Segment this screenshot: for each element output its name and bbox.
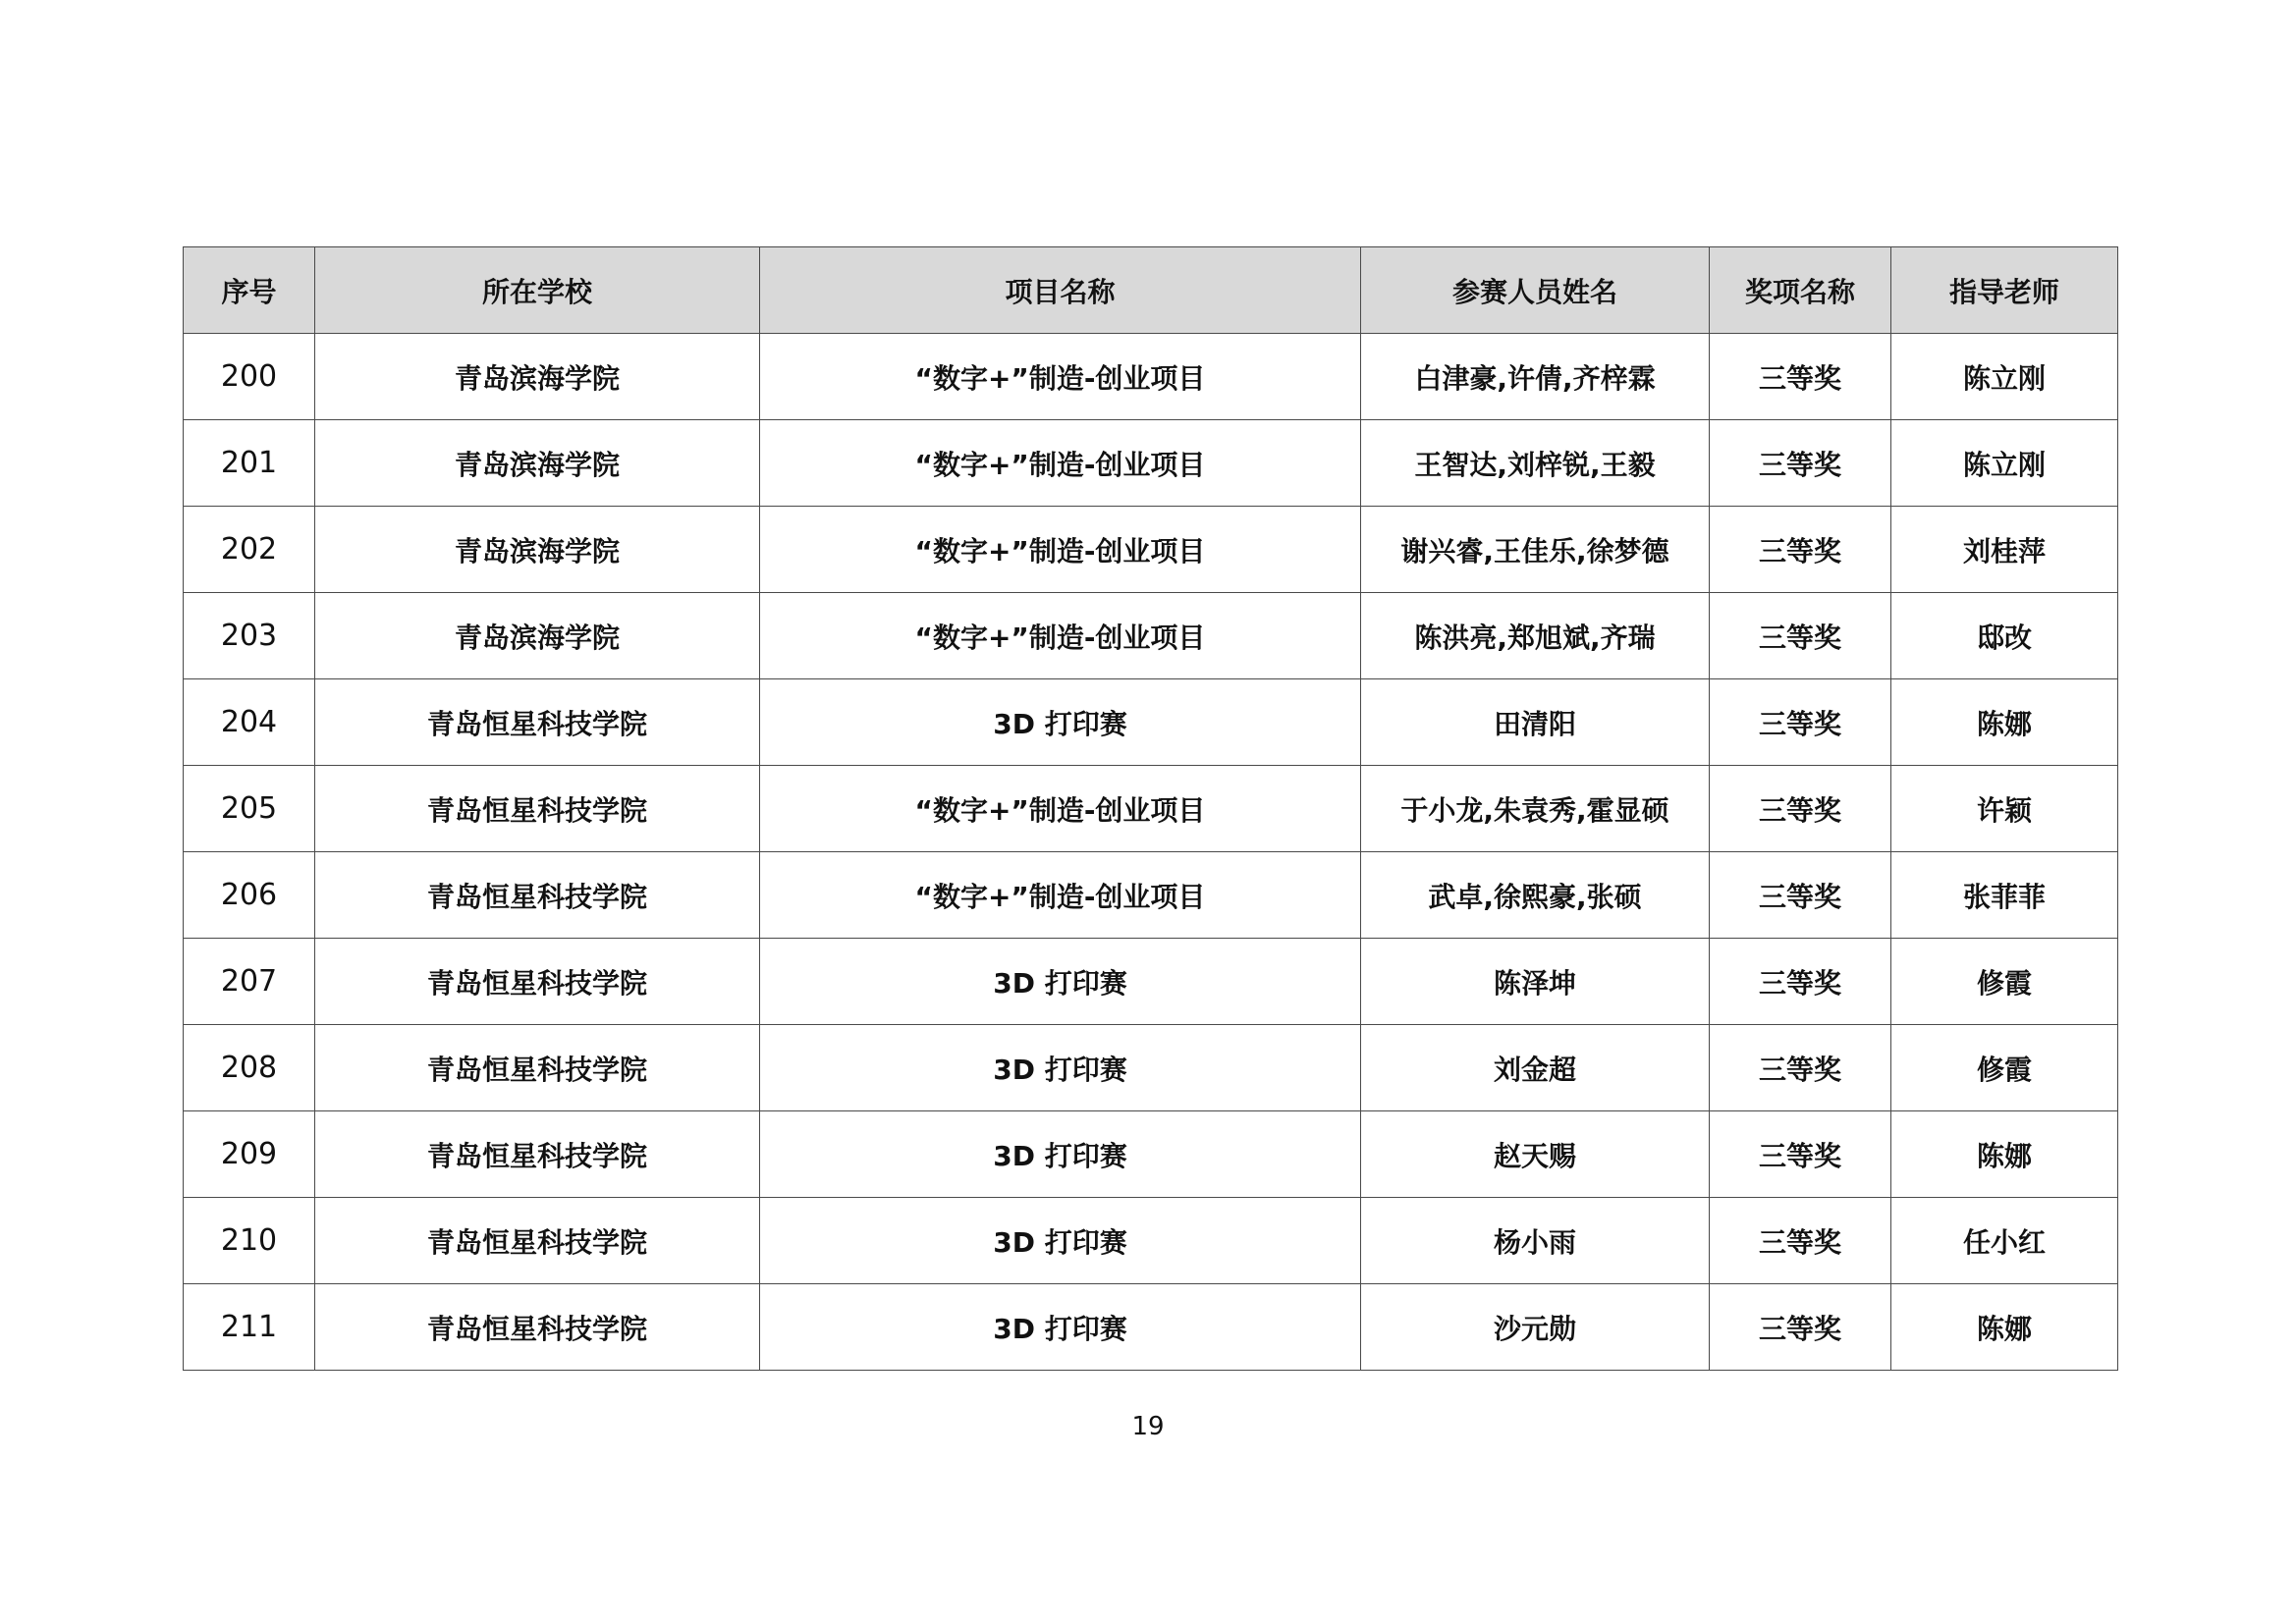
header-project-name: 项目名称 <box>760 247 1361 334</box>
school-cell: 青岛滨海学院 <box>315 593 760 679</box>
advisor-cell: 修霞 <box>1891 939 2118 1025</box>
participants-cell: 赵天赐 <box>1361 1111 1710 1198</box>
serial-number-cell: 207 <box>184 939 315 1025</box>
award-cell: 三等奖 <box>1710 1198 1891 1284</box>
advisor-cell: 张菲菲 <box>1891 852 2118 939</box>
advisor-cell: 陈立刚 <box>1891 420 2118 507</box>
participants-cell: 杨小雨 <box>1361 1198 1710 1284</box>
table-row <box>184 1198 2118 1284</box>
serial-number-cell: 210 <box>184 1198 315 1284</box>
header-award: 奖项名称 <box>1710 247 1891 334</box>
project-name-cell: 3D 打印赛 <box>760 1198 1361 1284</box>
advisor-cell: 许颖 <box>1891 766 2118 852</box>
serial-number-cell: 206 <box>184 852 315 939</box>
table-row <box>184 334 2118 420</box>
table-row <box>184 1284 2118 1371</box>
participants-cell: 陈泽坤 <box>1361 939 1710 1025</box>
award-cell: 三等奖 <box>1710 334 1891 420</box>
school-cell: 青岛滨海学院 <box>315 420 760 507</box>
serial-number-cell: 209 <box>184 1111 315 1198</box>
table-row <box>184 679 2118 766</box>
serial-number-cell: 202 <box>184 507 315 593</box>
school-cell: 青岛恒星科技学院 <box>315 939 760 1025</box>
header-advisor: 指导老师 <box>1891 247 2118 334</box>
school-cell: 青岛恒星科技学院 <box>315 766 760 852</box>
advisor-cell: 陈娜 <box>1891 1111 2118 1198</box>
table-row <box>184 1111 2118 1198</box>
header-participants: 参赛人员姓名 <box>1361 247 1710 334</box>
table-row <box>184 939 2118 1025</box>
project-name-cell: 3D 打印赛 <box>760 939 1361 1025</box>
project-name-cell: “数字+”制造-创业项目 <box>760 420 1361 507</box>
serial-number-cell: 204 <box>184 679 315 766</box>
project-name-cell: “数字+”制造-创业项目 <box>760 766 1361 852</box>
project-name-cell: 3D 打印赛 <box>760 1025 1361 1111</box>
award-cell: 三等奖 <box>1710 679 1891 766</box>
participants-cell: 白津豪,许倩,齐梓霖 <box>1361 334 1710 420</box>
award-cell: 三等奖 <box>1710 593 1891 679</box>
header-row <box>184 247 2118 334</box>
awards-table <box>183 246 2118 1371</box>
award-cell: 三等奖 <box>1710 420 1891 507</box>
award-cell: 三等奖 <box>1710 1025 1891 1111</box>
serial-number-cell: 211 <box>184 1284 315 1371</box>
award-cell: 三等奖 <box>1710 766 1891 852</box>
school-cell: 青岛恒星科技学院 <box>315 1198 760 1284</box>
serial-number-cell: 200 <box>184 334 315 420</box>
table-row <box>184 852 2118 939</box>
award-cell: 三等奖 <box>1710 507 1891 593</box>
table-row <box>184 420 2118 507</box>
school-cell: 青岛恒星科技学院 <box>315 679 760 766</box>
table-row <box>184 593 2118 679</box>
table-body <box>184 334 2118 1371</box>
school-cell: 青岛恒星科技学院 <box>315 1025 760 1111</box>
advisor-cell: 陈立刚 <box>1891 334 2118 420</box>
participants-cell: 王智达,刘梓锐,王毅 <box>1361 420 1710 507</box>
serial-number-cell: 208 <box>184 1025 315 1111</box>
participants-cell: 武卓,徐熙豪,张硕 <box>1361 852 1710 939</box>
school-cell: 青岛滨海学院 <box>315 507 760 593</box>
serial-number-cell: 205 <box>184 766 315 852</box>
award-cell: 三等奖 <box>1710 939 1891 1025</box>
advisor-cell: 修霞 <box>1891 1025 2118 1111</box>
table-row <box>184 507 2118 593</box>
project-name-cell: “数字+”制造-创业项目 <box>760 507 1361 593</box>
table-header <box>184 247 2118 334</box>
school-cell: 青岛恒星科技学院 <box>315 1111 760 1198</box>
school-cell: 青岛恒星科技学院 <box>315 852 760 939</box>
advisor-cell: 陈娜 <box>1891 679 2118 766</box>
project-name-cell: 3D 打印赛 <box>760 1111 1361 1198</box>
participants-cell: 田清阳 <box>1361 679 1710 766</box>
table-row <box>184 1025 2118 1111</box>
project-name-cell: “数字+”制造-创业项目 <box>760 593 1361 679</box>
award-cell: 三等奖 <box>1710 1284 1891 1371</box>
header-school: 所在学校 <box>315 247 760 334</box>
project-name-cell: “数字+”制造-创业项目 <box>760 852 1361 939</box>
advisor-cell: 任小红 <box>1891 1198 2118 1284</box>
award-cell: 三等奖 <box>1710 852 1891 939</box>
school-cell: 青岛滨海学院 <box>315 334 760 420</box>
participants-cell: 陈洪亮,郑旭斌,齐瑞 <box>1361 593 1710 679</box>
header-serial-number: 序号 <box>184 247 315 334</box>
table-row <box>184 766 2118 852</box>
participants-cell: 沙元勋 <box>1361 1284 1710 1371</box>
advisor-cell: 陈娜 <box>1891 1284 2118 1371</box>
advisor-cell: 邸改 <box>1891 593 2118 679</box>
award-cell: 三等奖 <box>1710 1111 1891 1198</box>
serial-number-cell: 203 <box>184 593 315 679</box>
project-name-cell: 3D 打印赛 <box>760 1284 1361 1371</box>
project-name-cell: “数字+”制造-创业项目 <box>760 334 1361 420</box>
advisor-cell: 刘桂萍 <box>1891 507 2118 593</box>
page-number: 19 <box>1131 1412 1165 1441</box>
participants-cell: 谢兴睿,王佳乐,徐梦德 <box>1361 507 1710 593</box>
school-cell: 青岛恒星科技学院 <box>315 1284 760 1371</box>
serial-number-cell: 201 <box>184 420 315 507</box>
participants-cell: 刘金超 <box>1361 1025 1710 1111</box>
project-name-cell: 3D 打印赛 <box>760 679 1361 766</box>
participants-cell: 于小龙,朱袁秀,霍显硕 <box>1361 766 1710 852</box>
